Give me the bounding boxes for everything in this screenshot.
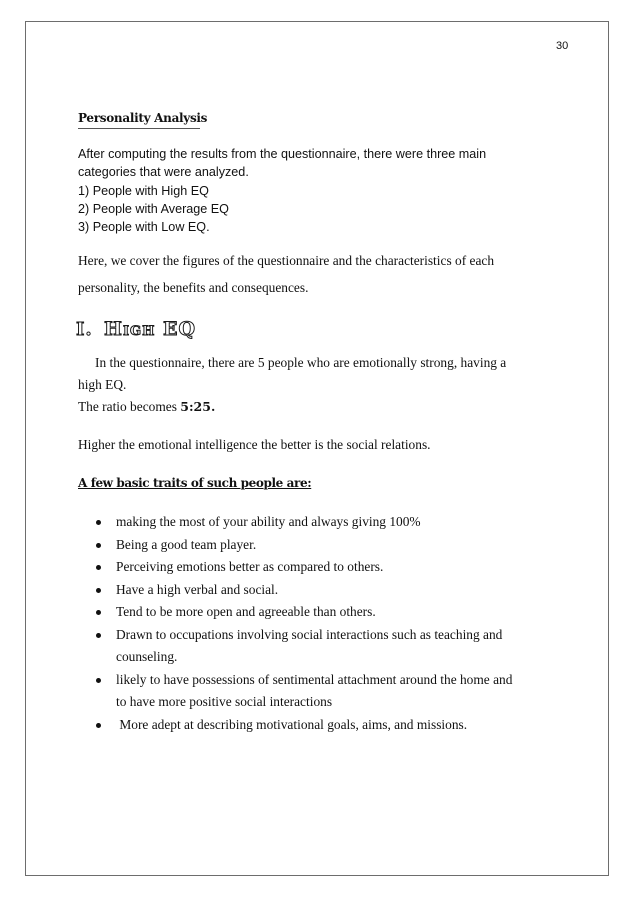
trait-text: likely to have possessions of sentimental attachment around the home and xyxy=(116,671,513,687)
trait-text: Have a high verbal and social. xyxy=(116,581,279,597)
trait-text: Perceiving emotions better as compared to others. xyxy=(116,559,384,574)
ratio-label: The ratio becomes xyxy=(78,399,181,414)
ratio-value: 5:25. xyxy=(180,399,216,414)
bullet-icon xyxy=(96,678,101,683)
section-title: Personality Analysis xyxy=(78,111,200,129)
heading-number: I. xyxy=(76,319,93,340)
trait-text: to have more positive social interactions xyxy=(116,694,333,709)
page-number: 30 xyxy=(556,40,569,52)
heading-text: High EQ xyxy=(104,318,197,340)
intro-line: After computing the results from the questionnaire, there were three main xyxy=(78,147,487,161)
bullet-icon xyxy=(96,543,101,548)
intro-line: 3) People with Low EQ. xyxy=(78,220,210,235)
bullet-icon xyxy=(96,723,101,728)
overview-paragraph xyxy=(78,250,494,299)
overview-line: personality, the benefits and consequences. xyxy=(78,280,309,295)
body-paragraph xyxy=(78,352,506,396)
trait-text: More adept at describing motivational goals, aims, and missions. xyxy=(116,716,468,732)
trait-text: Being a good team player. xyxy=(116,536,257,552)
bullet-icon xyxy=(96,610,101,615)
ratio-line xyxy=(78,396,215,418)
trait-text: making the most of your ability and always giving 100% xyxy=(116,514,421,529)
trait-text: Drawn to occupations involving social interactions such as teaching and xyxy=(116,626,503,642)
relation-line: Higher the emotional intelligence the better is the social relations. xyxy=(78,437,431,452)
intro-line: 2) People with Average EQ xyxy=(78,201,229,216)
traits-heading: A few basic traits of such people are: xyxy=(78,476,312,490)
bullet-icon xyxy=(96,565,101,570)
bullet-icon xyxy=(96,633,101,638)
section-heading xyxy=(76,318,196,340)
intro-line: 1) People with High EQ xyxy=(78,183,209,198)
bullet-icon xyxy=(96,588,101,593)
trait-text: counseling. xyxy=(116,649,178,664)
bullet-icon xyxy=(96,520,101,525)
overview-line: Here, we cover the figures of the questionnaire and the characteristics of each xyxy=(78,253,495,268)
trait-text: Tend to be more open and agreeable than others. xyxy=(116,604,376,619)
intro-line: categories that were analyzed. xyxy=(78,165,249,180)
body-line: In the questionnaire, there are 5 people who are emotionally strong, having a xyxy=(95,355,507,370)
intro-block xyxy=(78,145,548,236)
body-line: high EQ. xyxy=(78,377,127,392)
